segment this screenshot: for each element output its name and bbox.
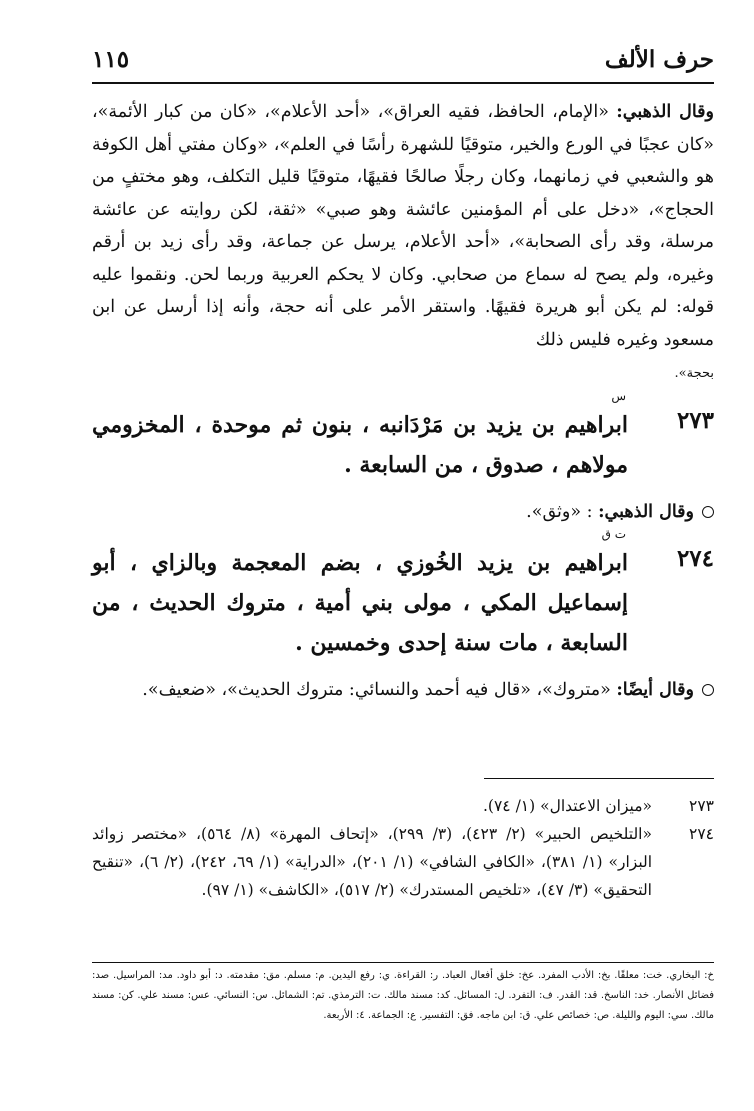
entry-273-number: ٢٧٣ xyxy=(676,406,714,434)
footnote-273 xyxy=(92,792,714,820)
quote-tail: بحجة». xyxy=(674,366,714,381)
footnotes xyxy=(92,792,714,904)
entry-273-note-text: : «وثق». xyxy=(526,501,599,522)
quote-lead: وقال الذهبي: xyxy=(616,102,714,122)
footnote-273-text: «ميزان الاعتدال» (١/ ٧٤). xyxy=(483,797,652,815)
header-rule xyxy=(92,82,714,84)
entry-274 xyxy=(92,526,714,663)
entry-274-note-lead: وقال أيضًا: xyxy=(616,679,694,700)
footnote-273-number: ٢٧٣ xyxy=(689,797,714,815)
footnote-274-text: «التلخيص الحبير» (٢/ ٤٢٣)، (٣/ ٢٩٩)، «إتحاف المهرة» (٨/ ٥٦٤)، «مختصر زوائد البزار» (١/ ٣٨١)، «الكافي الشافي» (١/ ٢٠١)، «الدراية» (١/ ٦٩، ٢٤٢)، (٢/ ٦)، «تنقيح التحقيق» (٣/ ٤٧)، «تلخيص المستدرك» (٢/ ٥١٧)، «الكاشف» (١/ ٩٧). xyxy=(92,825,653,899)
running-title: حرف الألف xyxy=(604,46,714,73)
entry-274-text: ابراهيم بن يزيد الخُوزي ، بضم المعجمة وبالزاي ، أبو إسماعيل المكي ، مولى بني أمية ، متروك الحديث ، من السابعة ، مات سنة إحدى وخمسين . xyxy=(92,549,628,656)
main-text xyxy=(92,96,714,705)
entry-274-number: ٢٧٤ xyxy=(676,544,714,572)
entry-273-symbol: س xyxy=(611,388,626,403)
abbreviations-rule xyxy=(92,962,714,963)
entry-273 xyxy=(92,388,714,485)
entry-274-note-text: «متروك»، «قال فيه أحمد والنسائي: متروك الحديث»، «ضعيف». xyxy=(142,679,617,700)
footnote-274-number: ٢٧٤ xyxy=(689,825,714,843)
quote-text: «الإمام، الحافظ، فقيه العراق»، «أحد الأعلام»، «كان من كبار الأئمة»، «كان عجبًا في الورع والخير، متوقيًا للشهرة رأسًا في العلم»، «وكان مفتي أهل الكوفة هو والشعبي في زمانهما، وكان رجلًا صالحًا فقيهًا، متوقيًا قليل التكلف، وهو مختفٍ من الحجاج»، «دخل على أم المؤمنين عائشة وهو صبي» «ثقة، لكن روايته عن عائشة مرسلة، وقد رأى الصحابة»، «أحد الأعلام، يرسل عن جماعة، وقد رأى زيد بن أرقم وغيره، ولم يصح له سماع من صحابي. وكان لا يحكم العربية وربما لحن. ونقموا عليه قوله: لم يكن أبو هريرة فقيهًا. واستقر الأمر على أنه حجة، وأنه إذا أرسل عن ابن مسعود وغيره فليس ذلك xyxy=(92,102,714,350)
entry-273-note-lead: وقال الذهبي: xyxy=(598,501,694,522)
entry-274-note xyxy=(92,675,714,705)
dhahabi-quote-paragraph xyxy=(92,96,714,389)
circle-bullet-icon xyxy=(702,684,714,696)
entry-273-note xyxy=(92,497,714,527)
footnote-rule xyxy=(484,778,714,779)
page-number: ١١٥ xyxy=(92,46,130,73)
footnote-274 xyxy=(92,820,714,904)
circle-bullet-icon xyxy=(702,506,714,518)
abbreviations-key: خ: البخاري. خت: معلقًا. بخ: الأدب المفرد. عخ: خلق أفعال العباد. ر: القراءة. ي: رفع اليدين. م: مسلم. مق: مقدمته. د: أبو داود. مد: المراسيل. صد: فضائل الأنصار. خد: الناسخ. قد: القدر. ف: التفرد. ل: المسائل. كد: مسند مالك. ت: الترمذي. تم: الشمائل. س: النسائي. عس: مسند علي. كن: مسند مالك. سي: اليوم والليلة. ص: خصائص علي. ق: ابن ماجه. فق: التفسير. ع: الجماعة. ٤: الأربعة. xyxy=(92,970,714,1021)
entry-273-text: ابراهيم بن يزيد بن مَرْدَانبه ، بنون ثم موحدة ، المخزومي مولاهم ، صدوق ، من السابعة . xyxy=(92,411,628,478)
entry-274-symbol: ت ق xyxy=(601,526,626,541)
page-header xyxy=(92,42,714,82)
